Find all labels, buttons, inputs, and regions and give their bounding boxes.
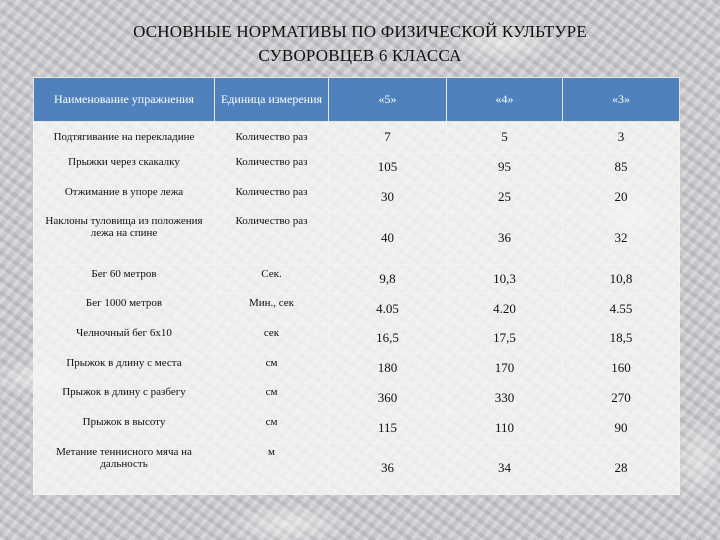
grade-3-cell: 160 (563, 353, 680, 383)
unit-cell: сек (215, 323, 329, 353)
header-grade-5: «5» (329, 78, 447, 122)
exercise-cell: Бег 60 метров (34, 264, 215, 294)
grade-3-cell: 4.55 (563, 294, 680, 324)
grade-4-cell: 170 (447, 353, 563, 383)
unit-cell: Мин., сек (215, 294, 329, 324)
title-line-1: ОСНОВНЫЕ НОРМАТИВЫ ПО ФИЗИЧЕСКОЙ КУЛЬТУРЕ (133, 22, 587, 41)
unit-cell: Количество раз (215, 212, 329, 264)
grade-5-cell: 30 (329, 182, 447, 212)
table-row (34, 383, 680, 413)
exercise-cell: Отжимание в упоре лежа (34, 182, 215, 212)
grade-4-cell: 17,5 (447, 323, 563, 353)
table-row (34, 442, 680, 494)
grade-5-cell: 4.05 (329, 294, 447, 324)
grade-3-cell: 10,8 (563, 264, 680, 294)
grade-3-cell: 90 (563, 413, 680, 443)
unit-cell: см (215, 353, 329, 383)
grade-3-cell: 18,5 (563, 323, 680, 353)
grade-3-cell: 28 (563, 442, 680, 494)
grade-4-cell: 5 (447, 122, 563, 153)
unit-cell: см (215, 413, 329, 443)
table-row (34, 264, 680, 294)
unit-cell: Количество раз (215, 182, 329, 212)
table-row (34, 294, 680, 324)
table-row (34, 182, 680, 212)
unit-cell: см (215, 383, 329, 413)
grade-4-cell: 10,3 (447, 264, 563, 294)
grade-5-cell: 40 (329, 212, 447, 264)
grade-5-cell: 9,8 (329, 264, 447, 294)
norms-table (33, 77, 680, 495)
title-line-2: СУВОРОВЦЕВ 6 КЛАССА (258, 46, 462, 65)
header-grade-4: «4» (447, 78, 563, 122)
exercise-cell: Метание теннисного мяча на дальность (34, 442, 215, 494)
grade-4-cell: 95 (447, 153, 563, 183)
grade-3-cell: 85 (563, 153, 680, 183)
unit-cell: Сек. (215, 264, 329, 294)
grade-5-cell: 36 (329, 442, 447, 494)
grade-5-cell: 115 (329, 413, 447, 443)
table-row (34, 153, 680, 183)
grade-5-cell: 16,5 (329, 323, 447, 353)
exercise-cell: Бег 1000 метров (34, 294, 215, 324)
grade-4-cell: 36 (447, 212, 563, 264)
grade-4-cell: 34 (447, 442, 563, 494)
exercise-cell: Наклоны туловища из положения лежа на спине (34, 212, 215, 264)
exercise-cell: Прыжок в длину с места (34, 353, 215, 383)
grade-5-cell: 180 (329, 353, 447, 383)
table-row (34, 212, 680, 264)
grade-4-cell: 110 (447, 413, 563, 443)
grade-3-cell: 32 (563, 212, 680, 264)
grade-4-cell: 25 (447, 182, 563, 212)
unit-cell: м (215, 442, 329, 494)
unit-cell: Количество раз (215, 153, 329, 183)
table-row (34, 122, 680, 153)
grade-3-cell: 3 (563, 122, 680, 153)
grade-4-cell: 4.20 (447, 294, 563, 324)
exercise-cell: Челночный бег 6х10 (34, 323, 215, 353)
grade-4-cell: 330 (447, 383, 563, 413)
table-row (34, 353, 680, 383)
header-exercise: Наименование упражнения (34, 78, 215, 122)
exercise-cell: Подтягивание на перекладине (34, 122, 215, 153)
page-title (0, 20, 720, 68)
grade-3-cell: 270 (563, 383, 680, 413)
grade-5-cell: 360 (329, 383, 447, 413)
header-unit: Единица измерения (215, 78, 329, 122)
table-row (34, 413, 680, 443)
exercise-cell: Прыжки через скакалку (34, 153, 215, 183)
grade-5-cell: 105 (329, 153, 447, 183)
table-row (34, 323, 680, 353)
exercise-cell: Прыжок в высоту (34, 413, 215, 443)
table-header-row (34, 78, 680, 122)
grade-3-cell: 20 (563, 182, 680, 212)
grade-5-cell: 7 (329, 122, 447, 153)
exercise-cell: Прыжок в длину с разбегу (34, 383, 215, 413)
header-grade-3: «3» (563, 78, 680, 122)
unit-cell: Количество раз (215, 122, 329, 153)
